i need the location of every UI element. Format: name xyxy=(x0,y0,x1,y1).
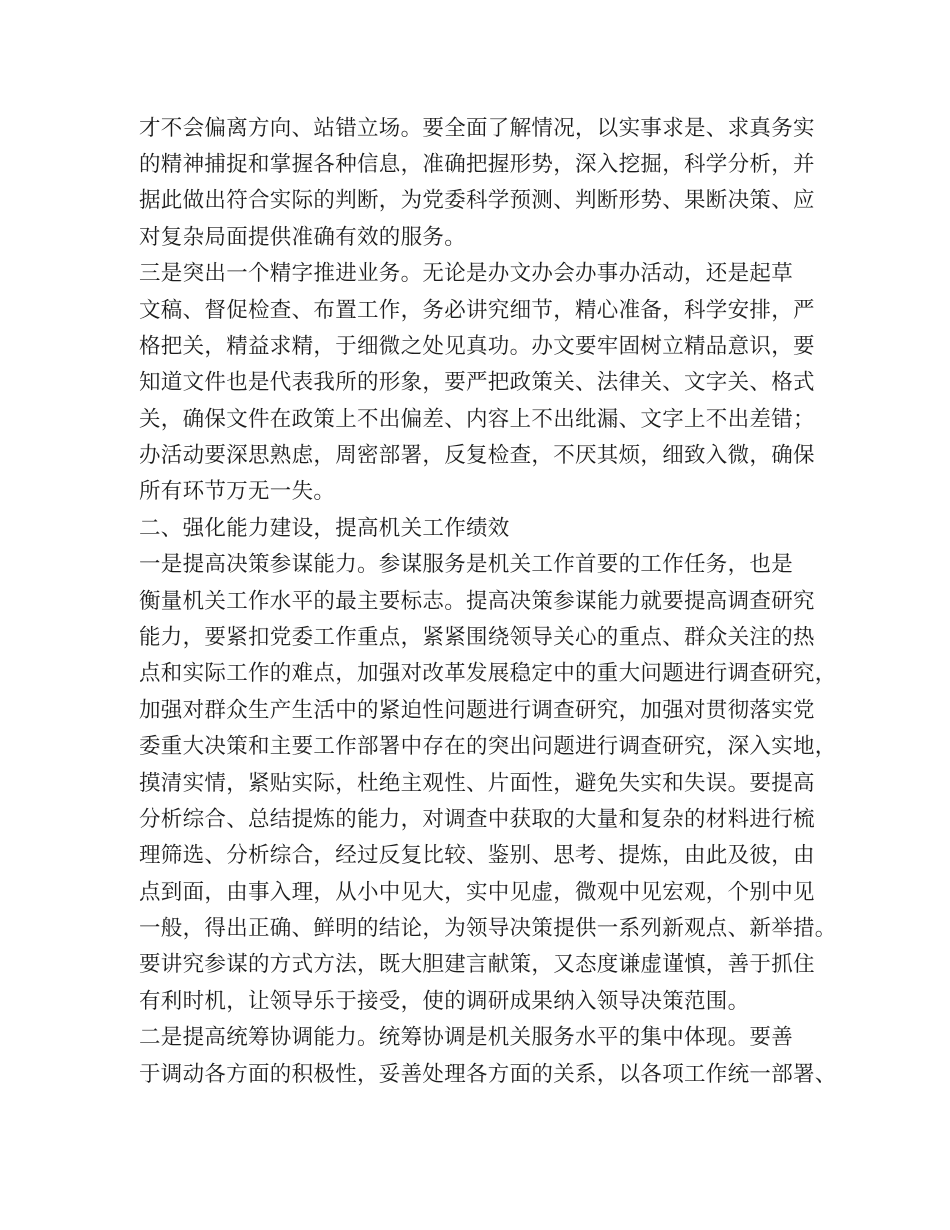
text-line: 理筛选、分析综合，经过反复比较、鉴别、思考、提炼，由此及彼，由 xyxy=(139,843,815,868)
text-line: 所有环节万无一失。 xyxy=(139,479,336,504)
text-line: 三是突出一个精字推进业务。无论是办文办会办事办活动，还是起草 xyxy=(139,261,794,286)
text-line: 对复杂局面提供准确有效的服务。 xyxy=(139,225,467,250)
text-line: 委重大决策和主要工作部署中存在的突出问题进行调查研究，深入实地， xyxy=(139,734,837,759)
text-line: 据此做出符合实际的判断，为党委科学预测、判断形势、果断决策、应 xyxy=(139,188,815,213)
text-line: 文稿、督促检查、布置工作，务必讲究细节，精心准备，科学安排，严 xyxy=(139,298,815,323)
text-line: 点到面，由事入理，从小中见大，实中见虚，微观中见宏观，个别中见 xyxy=(139,880,815,905)
text-line: 于调动各方面的积极性，妥善处理各方面的关系，以各项工作统一部署、 xyxy=(139,1062,837,1087)
text-line: 能力，要紧扣党委工作重点，紧紧围绕领导关心的重点、群众关注的热 xyxy=(139,625,815,650)
text-line: 要讲究参谋的方式方法，既大胆建言献策，又态度谦虚谨慎，善于抓住 xyxy=(139,952,815,977)
text-line: 知道文件也是代表我所的形象，要严把政策关、法律关、文字关、格式 xyxy=(139,370,815,395)
text-line: 摸清实情，紧贴实际，杜绝主观性、片面性，避免失实和失误。要提高 xyxy=(139,771,815,796)
text-line: 衡量机关工作水平的最主要标志。提高决策参谋能力就要提高调查研究 xyxy=(139,589,815,614)
section-heading: 二、强化能力建设，提高机关工作绩效 xyxy=(139,516,510,541)
text-line: 加强对群众生产生活中的紧迫性问题进行调查研究，加强对贯彻落实党 xyxy=(139,698,815,723)
text-line: 才不会偏离方向、站错立场。要全面了解情况，以实事求是、求真务实 xyxy=(139,116,815,141)
text-line: 格把关，精益求精，于细微之处见真功。办文要牢固树立精品意识，要 xyxy=(139,334,815,359)
text-line: 有利时机，让领导乐于接受，使的调研成果纳入领导决策范围。 xyxy=(139,989,750,1014)
text-line: 关，确保文件在政策上不出偏差、内容上不出纰漏、文字上不出差错； xyxy=(139,407,815,432)
text-line: 一是提高决策参谋能力。参谋服务是机关工作首要的工作任务，也是 xyxy=(139,552,794,577)
text-line: 点和实际工作的难点，加强对改革发展稳定中的重大问题进行调查研究， xyxy=(139,661,837,686)
text-line: 二是提高统筹协调能力。统筹协调是机关服务水平的集中体现。要善 xyxy=(139,1025,794,1050)
text-line: 一般，得出正确、鲜明的结论，为领导决策提供一系列新观点、新举措。 xyxy=(139,916,837,941)
text-line: 的精神捕捉和掌握各种信息，准确把握形势，深入挖掘，科学分析，并 xyxy=(139,152,815,177)
text-line: 办活动要深思熟虑，周密部署，反复检查，不厌其烦，细致入微，确保 xyxy=(139,443,815,468)
text-line: 分析综合、总结提炼的能力，对调查中获取的大量和复杂的材料进行梳 xyxy=(139,807,815,832)
